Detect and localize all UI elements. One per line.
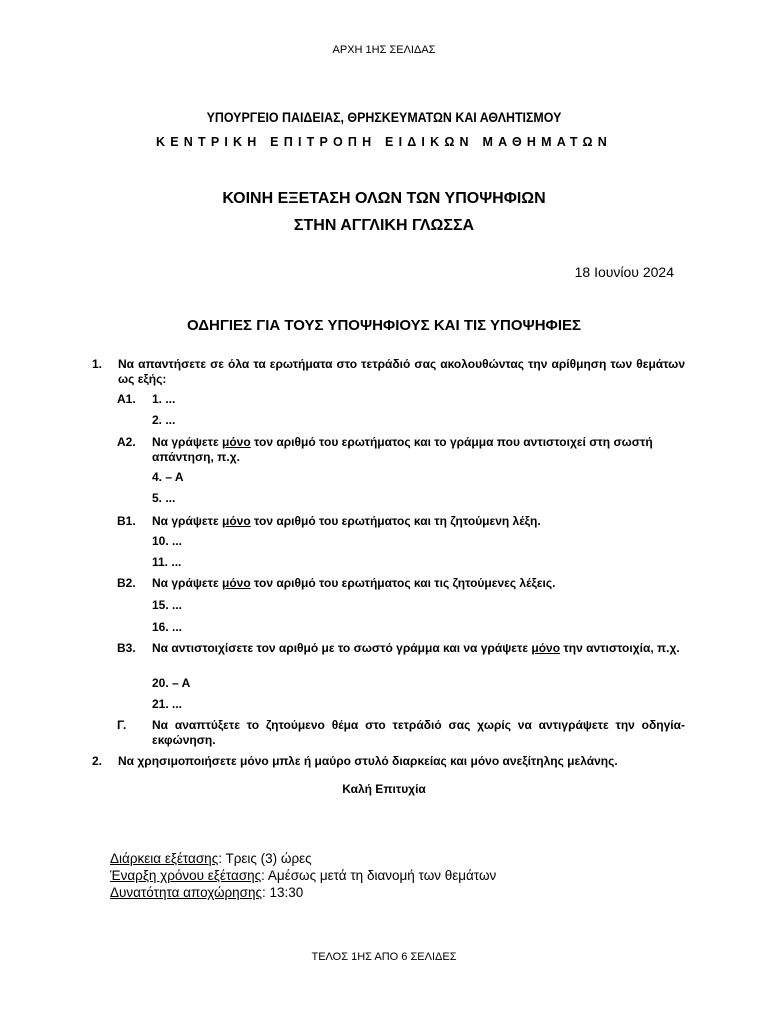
page-header: ΑΡΧΗ 1ΗΣ ΣΕΛΙΔΑΣ [332,44,436,56]
section-label-b2: Β2. [117,576,136,590]
exam-title-line2: ΣΤΗΝ ΑΓΓΛΙΚΗ ΓΛΩΣΣΑ [293,217,475,234]
section-label-b3: Β3. [117,641,136,655]
answer-example: 21. ... [152,697,183,711]
section-text-b1: Να γράψετε μόνο τον αριθμό του ερωτήματος και τη ζητούμενη λέξη. [152,514,541,528]
section-text-b3: Να αντιστοιχίσετε τον αριθμό με το σωστό γράμμα και να γράψετε μόνο την αντιστοιχία, π.χ. [152,641,680,655]
instruction-text: Να απαντήσετε σε όλα τα ερωτήματα στο τετράδιό σας ακολουθώντας την αρίθμηση των θεμάτων ως εξής: [118,357,685,386]
answer-example: 20. – A [152,676,191,690]
answer-example: 11. ... [152,555,182,569]
answer-example: 10. ... [152,534,183,548]
instructions-title: ΟΔΗΓΙΕΣ ΓΙΑ ΤΟΥΣ ΥΠΟΨΗΦΙΟΥΣ ΚΑΙ ΤΙΣ ΥΠΟΨΗΦΙΕΣ [186,317,582,334]
section-text-b2: Να γράψετε μόνο τον αριθμό του ερωτήματος και τις ζητούμενες λέξεις. [152,576,556,590]
answer-example: 4. – A [152,470,184,484]
exam-duration: Διάρκεια εξέτασης: Τρεις (3) ώρες [110,851,312,866]
answer-example: 15. ... [152,598,183,612]
exam-title-line1: ΚΟΙΝΗ ΕΞΕΤΑΣΗ ΟΛΩΝ ΤΩΝ ΥΠΟΨΗΦΙΩΝ [222,190,546,207]
section-label-b1: Β1. [117,514,136,528]
section-text-g: Να αναπτύξετε το ζητούμενο θέμα στο τετράδιό σας χωρίς να αντιγράψετε την οδηγία-εκφώνηση. [152,718,685,747]
exam-leave: Δυνατότητα αποχώρησης: 13:30 [110,885,304,900]
section-label-a1: Α1. [117,392,136,406]
instruction-text: Να χρησιμοποιήσετε μόνο μπλε ή μαύρο στυλό διαρκείας και μόνο ανεξίτηλης μελάνης. [118,754,618,768]
ministry-name: ΥΠΟΥΡΓΕΙΟ ΠΑΙΔΕΙΑΣ, ΘΡΗΣΚΕΥΜΑΤΩΝ ΚΑΙ ΑΘΛΗΤΙΣΜΟΥ [206,110,562,125]
item-number: 1. [92,357,103,371]
answer-example: 1. ... [152,392,176,406]
section-label-g: Γ. [117,718,127,732]
section-text-a2: Να γράψετε μόνο τον αριθμό του ερωτήματος και το γράμμα που αντιστοιχεί στη σωστή απάντηση, π.χ. [152,435,653,464]
page-footer: ΤΕΛΟΣ 1ΗΣ ΑΠΟ 6 ΣΕΛΙΔΕΣ [311,951,457,963]
section-label-a2: Α2. [117,435,136,449]
answer-example: 16. ... [152,620,183,634]
item-number: 2. [92,754,103,768]
good-luck: Καλή Επιτυχία [342,782,426,796]
answer-example: 2. ... [152,413,176,427]
exam-date: 18 Ιουνίου 2024 [574,264,674,280]
answer-example: 5. ... [152,491,176,505]
committee-name: ΚΕΝΤΡΙΚΗ ΕΠΙΤΡΟΠΗ ΕΙΔΙΚΩΝ ΜΑΘΗΜΑΤΩΝ [156,135,612,149]
exam-start: Έναρξη χρόνου εξέτασης: Αμέσως μετά τη διανομή των θεμάτων [110,868,497,883]
